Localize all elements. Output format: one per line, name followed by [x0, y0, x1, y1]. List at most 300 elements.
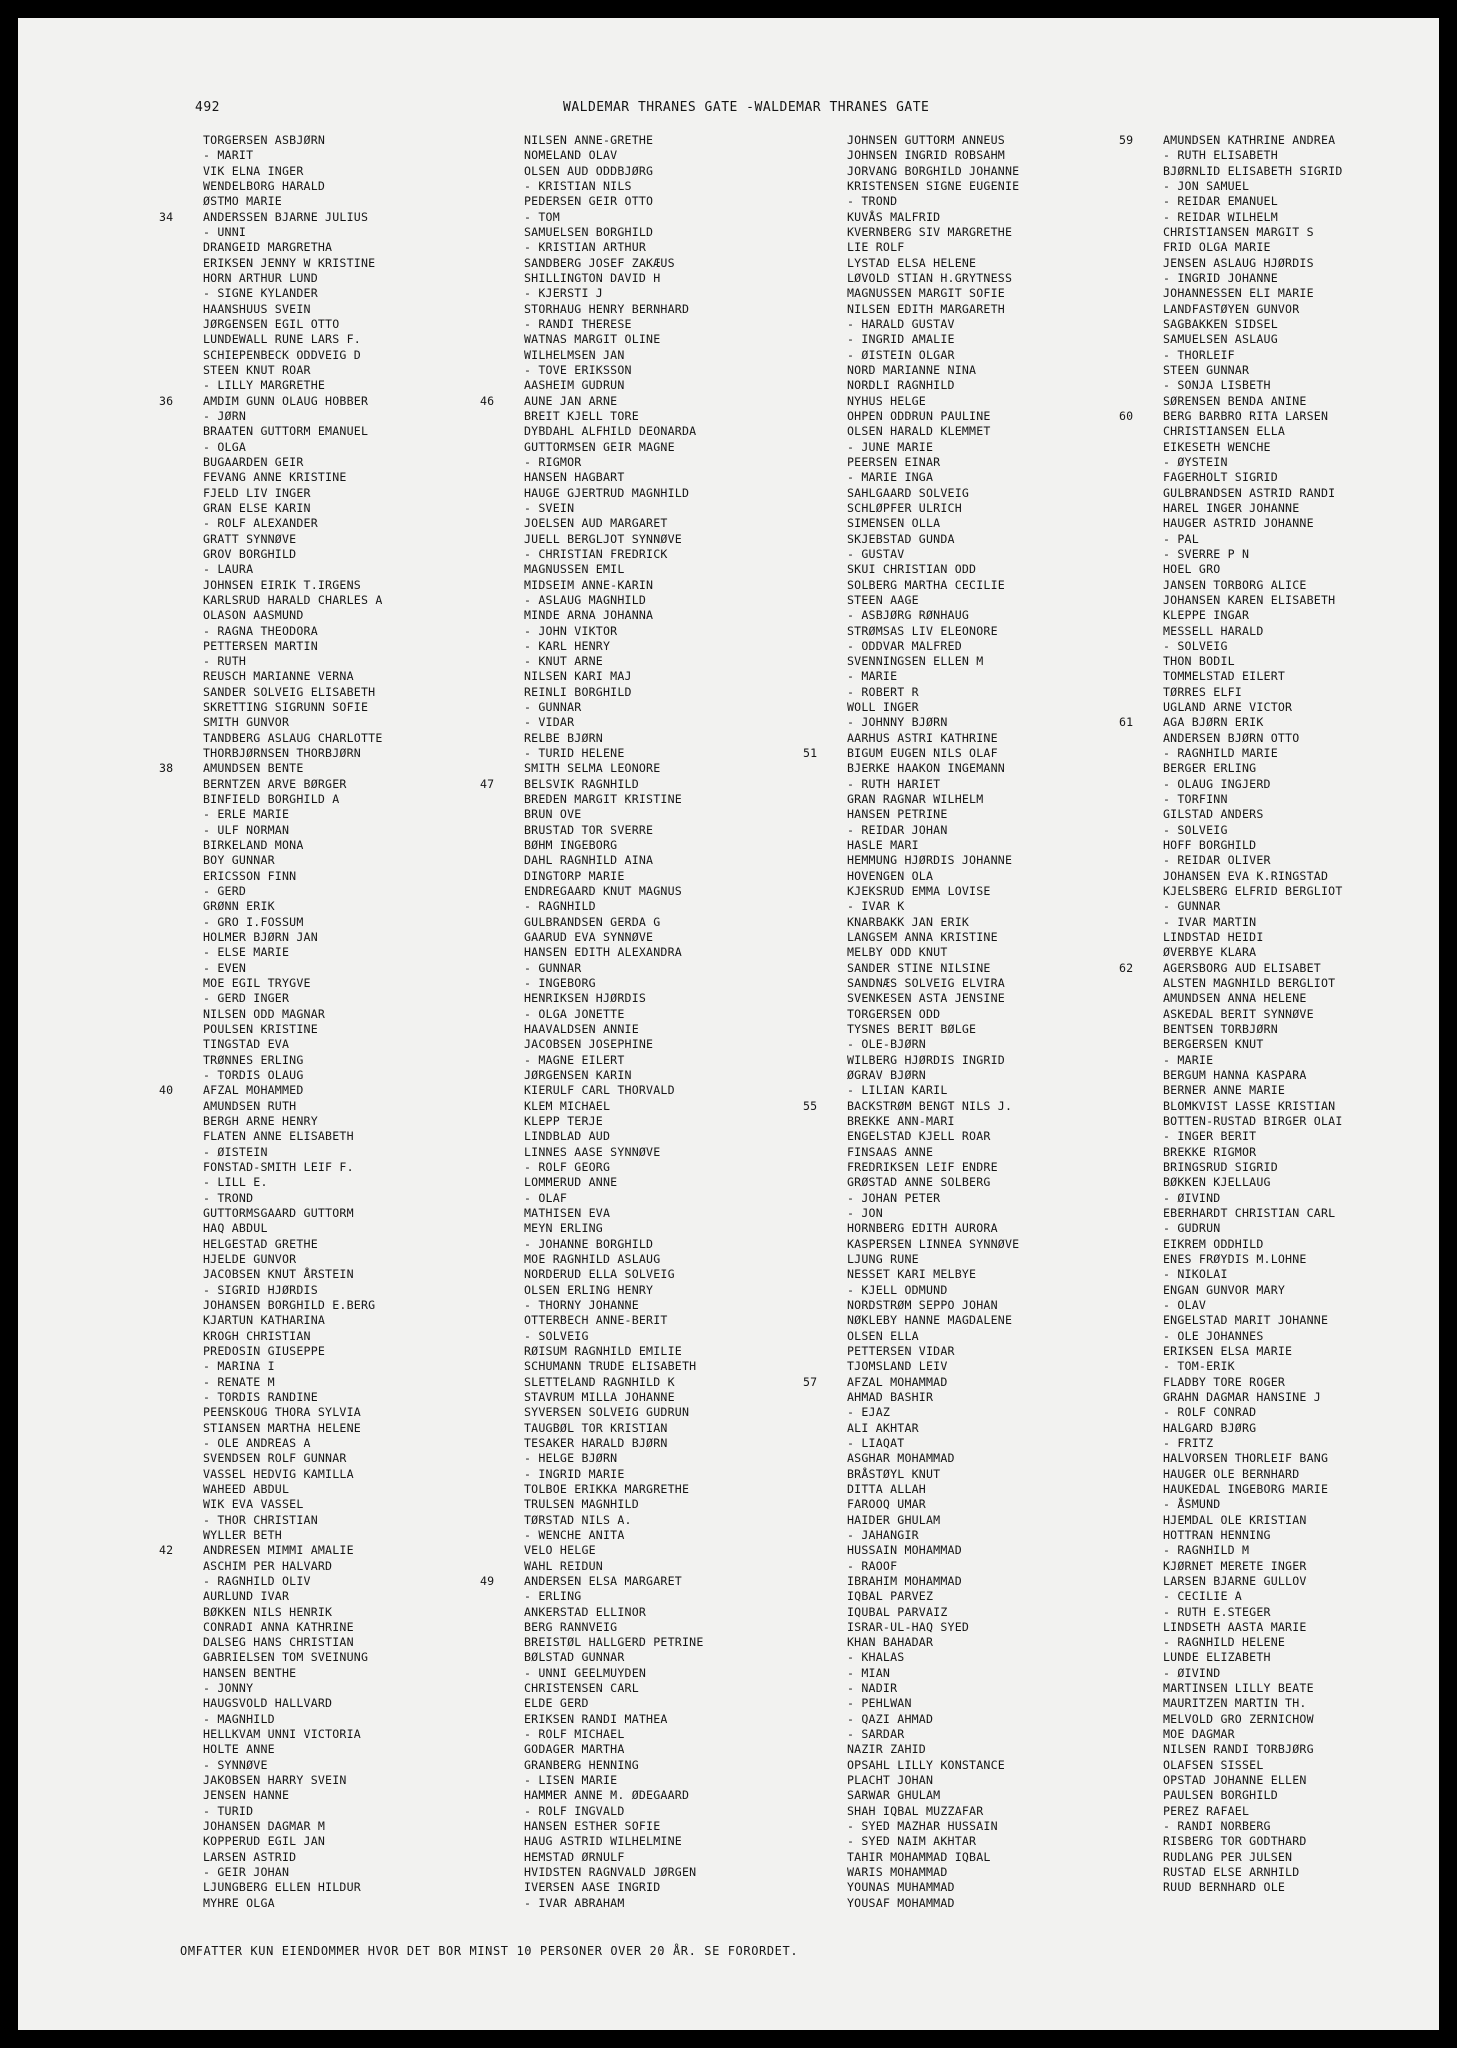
resident-name: - QAZI AHMAD	[847, 1711, 934, 1726]
resident-name: ERIKSEN RANDI MATHEA	[524, 1711, 668, 1726]
resident-entry	[480, 1804, 810, 1819]
resident-entry	[803, 1850, 1133, 1865]
resident-name: FINSAAS ANNE	[847, 1144, 934, 1159]
resident-entry	[480, 317, 810, 332]
resident-entry	[803, 194, 1133, 209]
resident-entry	[1119, 532, 1449, 547]
resident-entry	[480, 516, 810, 531]
resident-name: HAAVALDSEN ANNIE	[524, 1022, 639, 1037]
resident-name: - IVAR K	[847, 899, 905, 914]
resident-entry	[803, 853, 1133, 868]
resident-entry	[480, 1543, 810, 1558]
resident-name: SØRENSEN BENDA ANINE	[1163, 393, 1307, 408]
resident-name: - EVEN	[203, 960, 247, 975]
resident-name: LINDBLAD AUD	[524, 1129, 611, 1144]
resident-entry	[803, 1635, 1133, 1650]
resident-name: - TOVE ERIKSSON	[524, 362, 632, 377]
resident-name: - LILIAN KARIL	[847, 1083, 948, 1098]
resident-name: STEEN AAGE	[847, 592, 919, 607]
resident-entry	[480, 1329, 810, 1344]
resident-entry	[159, 1037, 489, 1052]
resident-entry	[159, 1589, 489, 1604]
house-number: 46	[480, 393, 495, 408]
resident-entry	[1119, 961, 1449, 976]
resident-name: VASSEL HEDVIG KAMILLA	[203, 1466, 354, 1481]
resident-entry	[480, 1037, 810, 1052]
resident-entry	[480, 807, 810, 822]
resident-entry	[803, 532, 1133, 547]
resident-entry	[803, 1819, 1133, 1834]
resident-name: NAZIR ZAHID	[847, 1742, 926, 1757]
resident-entry	[480, 1313, 810, 1328]
resident-entry	[480, 884, 810, 899]
resident-entry	[803, 930, 1133, 945]
resident-name: STIANSEN MARTHA HELENE	[203, 1420, 361, 1435]
resident-entry	[159, 302, 489, 317]
resident-name: NOMELAND OLAV	[524, 148, 618, 163]
resident-name: YOUNAS MUHAMMAD	[847, 1880, 955, 1895]
resident-name: HUSSAIN MOHAMMAD	[847, 1543, 962, 1558]
resident-entry	[803, 1436, 1133, 1451]
resident-name: - MAGNE EILERT	[524, 1052, 625, 1067]
resident-name: DYBDAHL ALFHILD DEONARDA	[524, 424, 697, 439]
resident-name: PEDERSEN GEIR OTTO	[524, 194, 654, 209]
resident-entry	[803, 1666, 1133, 1681]
resident-name: LYSTAD ELSA HELENE	[847, 255, 977, 270]
resident-entry	[159, 179, 489, 194]
resident-name: - SOLVEIG	[1163, 638, 1228, 653]
resident-name: MATHISEN EVA	[524, 1205, 611, 1220]
resident-name: BERGUM HANNA KASPARA	[1163, 1068, 1307, 1083]
resident-entry	[480, 1129, 810, 1144]
resident-name: - MIAN	[847, 1665, 891, 1680]
resident-name: - REIDAR EMANUEL	[1163, 194, 1278, 209]
resident-entry	[803, 1160, 1133, 1175]
resident-name: ERIKSEN ELSA MARIE	[1163, 1343, 1293, 1358]
resident-name: WILBERG HJØRDIS INGRID	[847, 1052, 1005, 1067]
resident-entry	[1119, 148, 1449, 163]
resident-entry	[480, 1022, 810, 1037]
resident-entry	[480, 409, 810, 424]
resident-name: NORDSTRØM SEPPO JOHAN	[847, 1297, 998, 1312]
resident-name: LOMMERUD ANNE	[524, 1175, 618, 1190]
resident-name: - ROLF GEORG	[524, 1159, 611, 1174]
resident-name: GRØNN ERIK	[203, 899, 275, 914]
resident-entry	[480, 1053, 810, 1068]
house-number: 49	[480, 1573, 495, 1588]
resident-name: SANDNÆS SOLVEIG ELVIRA	[847, 976, 1005, 991]
resident-entry	[803, 884, 1133, 899]
resident-name: HALGARD BJØRG	[1163, 1420, 1257, 1435]
resident-name: MYHRE OLGA	[203, 1895, 275, 1910]
resident-entry	[159, 164, 489, 179]
resident-entry	[1119, 1788, 1449, 1803]
resident-entry	[803, 256, 1133, 271]
resident-entry	[803, 394, 1133, 409]
resident-name: KLEPP TERJE	[524, 1114, 603, 1128]
resident-entry	[159, 1298, 489, 1313]
resident-name: LINNES AASE SYNNØVE	[524, 1144, 661, 1159]
resident-name: SCHLØPFER ULRICH	[847, 500, 962, 515]
resident-name: BERNER ANNE MARIE	[1163, 1083, 1286, 1098]
resident-name: BRAATEN GUTTORM EMANUEL	[203, 424, 369, 439]
resident-name: LANGSEM ANNA KRISTINE	[847, 930, 998, 945]
resident-name: NILSEN KARI MAJ	[524, 669, 632, 684]
resident-entry	[159, 363, 489, 378]
resident-entry	[159, 424, 489, 439]
resident-name: TINGSTAD EVA	[203, 1037, 290, 1052]
resident-entry	[803, 179, 1133, 194]
resident-name: STAVRUM MILLA JOHANNE	[524, 1389, 675, 1404]
resident-name: HAUKEDAL INGEBORG MARIE	[1163, 1481, 1329, 1496]
resident-name: JOHNSEN GUTTORM ANNEUS	[847, 133, 1005, 147]
resident-entry	[1119, 792, 1449, 807]
resident-entry	[159, 746, 489, 761]
resident-name: - ROLF INGVALD	[524, 1803, 625, 1818]
resident-entry	[480, 1298, 810, 1313]
resident-entry	[1119, 1022, 1449, 1037]
resident-name: FJELD LIV INGER	[203, 485, 311, 500]
resident-name: - RAGNHILD MARIE	[1163, 746, 1278, 761]
resident-entry	[159, 823, 489, 838]
resident-entry	[159, 256, 489, 271]
resident-name: KNARBAKK JAN ERIK	[847, 914, 970, 929]
resident-name: SYVERSEN SOLVEIG GUDRUN	[524, 1405, 690, 1420]
resident-entry	[1119, 578, 1449, 593]
resident-name: HALVORSEN THORLEIF BANG	[1163, 1451, 1329, 1466]
resident-entry	[1119, 1559, 1449, 1574]
resident-name: MESSELL HARALD	[1163, 623, 1264, 638]
resident-name: TRULSEN MAGNHILD	[524, 1497, 639, 1512]
resident-entry	[1119, 164, 1449, 179]
resident-entry	[159, 1068, 489, 1083]
resident-entry	[1119, 1513, 1449, 1528]
resident-entry	[1119, 1329, 1449, 1344]
resident-entry	[1119, 1467, 1449, 1482]
resident-name: - SYED NAIM AKHTAR	[847, 1834, 977, 1849]
resident-entry	[803, 915, 1133, 930]
resident-entry	[480, 1650, 810, 1665]
resident-entry	[480, 1880, 810, 1895]
resident-entry	[803, 1727, 1133, 1742]
resident-name: - INGRID JOHANNE	[1163, 270, 1278, 285]
resident-entry	[1119, 1850, 1449, 1865]
resident-name: - LIAQAT	[847, 1435, 905, 1450]
resident-name: AURLUND IVAR	[203, 1589, 290, 1604]
resident-entry	[803, 1099, 1133, 1114]
resident-name: - RANDI THERESE	[524, 316, 632, 331]
resident-entry	[803, 838, 1133, 853]
resident-entry	[1119, 1298, 1449, 1313]
resident-name: PAULSEN BORGHILD	[1163, 1788, 1278, 1803]
resident-entry	[803, 501, 1133, 516]
resident-name: THORBJØRNSEN THORBJØRN	[203, 746, 361, 761]
resident-name: GRAN ELSE KARIN	[203, 500, 311, 515]
resident-name: - LILL E.	[203, 1175, 268, 1190]
resident-entry	[1119, 1221, 1449, 1236]
resident-entry	[803, 440, 1133, 455]
resident-entry	[803, 271, 1133, 286]
resident-name: - SVEIN	[524, 500, 575, 515]
resident-name: HAQ ABDUL	[203, 1221, 268, 1236]
resident-name: HAREL INGER JOHANNE	[1163, 500, 1300, 515]
resident-entry	[480, 976, 810, 991]
resident-entry	[159, 1834, 489, 1849]
resident-entry	[480, 930, 810, 945]
resident-entry	[159, 1007, 489, 1022]
resident-name: ENES FRØYDIS M.LOHNE	[1163, 1251, 1307, 1266]
resident-entry	[803, 1237, 1133, 1252]
resident-entry	[1119, 1421, 1449, 1436]
resident-name: JOHANSEN KAREN ELISABETH	[1163, 592, 1336, 607]
resident-entry	[803, 1696, 1133, 1711]
resident-name: ØSTMO MARIE	[203, 194, 282, 209]
resident-entry	[803, 363, 1133, 378]
resident-name: REINLI BORGHILD	[524, 684, 632, 699]
resident-name: BØHM INGEBORG	[524, 838, 618, 853]
resident-entry	[159, 1344, 489, 1359]
resident-name: GUTTORMSGAARD GUTTORM	[203, 1205, 354, 1220]
resident-entry	[803, 1543, 1133, 1558]
resident-entry	[803, 792, 1133, 807]
resident-entry	[159, 899, 489, 914]
resident-entry	[1119, 1712, 1449, 1727]
resident-entry	[803, 1788, 1133, 1803]
resident-name: WILHELMSEN JAN	[524, 347, 625, 362]
resident-entry	[1119, 1681, 1449, 1696]
resident-name: JØRGENSEN EGIL OTTO	[203, 316, 340, 331]
resident-entry	[803, 1037, 1133, 1052]
resident-name: DALSEG HANS CHRISTIAN	[203, 1635, 354, 1650]
resident-entry	[480, 1390, 810, 1405]
resident-entry	[480, 961, 810, 976]
resident-name: IQUBAL PARVAIZ	[847, 1604, 948, 1619]
resident-entry	[803, 470, 1133, 485]
resident-entry	[803, 1742, 1133, 1757]
resident-name: - LAURA	[203, 562, 254, 577]
resident-entry	[1119, 1451, 1449, 1466]
resident-name: HJEMDAL OLE KRISTIAN	[1163, 1512, 1307, 1527]
resident-entry	[1119, 1283, 1449, 1298]
resident-name: KHAN BAHADAR	[847, 1635, 934, 1650]
resident-name: - SIGRID HJØRDIS	[203, 1282, 318, 1297]
resident-entry	[803, 378, 1133, 393]
resident-name: SKRETTING SIGRUNN SOFIE	[203, 700, 369, 715]
resident-name: SVENKESEN ASTA JENSINE	[847, 991, 1005, 1006]
resident-name: - ASLAUG MAGNHILD	[524, 592, 647, 607]
resident-entry	[159, 210, 489, 225]
resident-entry	[159, 1482, 489, 1497]
resident-name: TOLBOE ERIKKA MARGRETHE	[524, 1481, 690, 1496]
resident-entry	[480, 685, 810, 700]
resident-entry	[480, 179, 810, 194]
resident-entry	[1119, 302, 1449, 317]
resident-name: ENGAN GUNVOR MARY	[1163, 1282, 1286, 1297]
resident-name: - JOHNNY BJØRN	[847, 715, 948, 730]
resident-entry	[159, 1313, 489, 1328]
resident-name: BERGER ERLING	[1163, 761, 1257, 776]
resident-name: AMUNDSEN KATHRINE ANDREA	[1163, 133, 1336, 147]
resident-name: - TOM-ERIK	[1163, 1359, 1235, 1374]
resident-entry	[480, 853, 810, 868]
resident-entry	[480, 394, 810, 409]
resident-name: ELDE GERD	[524, 1696, 589, 1711]
resident-entry	[1119, 1145, 1449, 1160]
resident-name: BØKKEN KJELLAUG	[1163, 1175, 1271, 1190]
resident-name: BELSVIK RAGNHILD	[524, 776, 639, 791]
resident-entry	[480, 1865, 810, 1880]
resident-name: TAUGBØL TOR KRISTIAN	[524, 1420, 668, 1435]
resident-entry	[480, 164, 810, 179]
resident-entry	[803, 240, 1133, 255]
resident-name: HOTTRAN HENNING	[1163, 1527, 1271, 1542]
resident-entry	[159, 501, 489, 516]
resident-entry	[1119, 746, 1449, 761]
resident-name: ASKEDAL BERIT SYNNØVE	[1163, 1006, 1314, 1021]
resident-entry	[480, 624, 810, 639]
resident-entry	[159, 1329, 489, 1344]
resident-name: OPSTAD JOHANNE ELLEN	[1163, 1773, 1307, 1788]
resident-entry	[480, 501, 810, 516]
resident-entry	[480, 455, 810, 470]
resident-name: - TURID	[203, 1803, 254, 1818]
house-number: 34	[159, 209, 174, 224]
resident-name: HENRIKSEN HJØRDIS	[524, 991, 647, 1006]
resident-name: RUSTAD ELSE ARNHILD	[1163, 1865, 1300, 1880]
resident-entry	[1119, 194, 1449, 209]
resident-entry	[159, 455, 489, 470]
resident-entry	[480, 1559, 810, 1574]
resident-name: KOPPERUD EGIL JAN	[203, 1834, 326, 1849]
resident-entry	[159, 1421, 489, 1436]
resident-name: SANDER SOLVEIG ELISABETH	[203, 684, 376, 699]
resident-entry	[480, 532, 810, 547]
resident-entry	[803, 1620, 1133, 1635]
resident-entry	[803, 302, 1133, 317]
resident-name: KROGH CHRISTIAN	[203, 1328, 311, 1343]
resident-name: - THOR CHRISTIAN	[203, 1512, 318, 1527]
resident-name: - PEHLWAN	[847, 1696, 912, 1711]
resident-name: LARSEN ASTRID	[203, 1849, 297, 1864]
resident-entry	[480, 424, 810, 439]
resident-name: - JAHANGIR	[847, 1527, 919, 1542]
resident-name: ANDERSSEN BJARNE JULIUS	[203, 209, 369, 224]
resident-name: - MARINA I	[203, 1359, 275, 1374]
resident-name: MAURITZEN MARTIN TH.	[1163, 1696, 1307, 1711]
resident-name: NILSEN EDITH MARGARETH	[847, 301, 1005, 316]
resident-entry	[159, 1896, 489, 1911]
resident-entry	[480, 639, 810, 654]
resident-entry	[1119, 1099, 1449, 1114]
resident-name: FRID OLGA MARIE	[1163, 240, 1271, 255]
resident-entry	[480, 1221, 810, 1236]
resident-name: PEERSEN EINAR	[847, 454, 941, 469]
resident-name: - REIDAR JOHAN	[847, 822, 948, 837]
resident-name: - RUTH E.STEGER	[1163, 1604, 1271, 1619]
resident-entry	[159, 317, 489, 332]
resident-name: TOMMELSTAD EILERT	[1163, 669, 1286, 684]
resident-entry	[803, 486, 1133, 501]
resident-name: - ODDVAR MALFRED	[847, 638, 962, 653]
resident-name: - INGRID MARIE	[524, 1466, 625, 1481]
resident-name: - REIDAR WILHELM	[1163, 209, 1278, 224]
resident-name: - IVAR MARTIN	[1163, 914, 1257, 929]
resident-entry	[159, 1267, 489, 1282]
resident-entry	[1119, 1313, 1449, 1328]
resident-entry	[803, 225, 1133, 240]
resident-entry	[803, 1267, 1133, 1282]
resident-entry	[480, 1160, 810, 1175]
resident-name: - ØISTEIN OLGAR	[847, 347, 955, 362]
resident-entry	[159, 1053, 489, 1068]
resident-name: LUNDEWALL RUNE LARS F.	[203, 332, 361, 347]
resident-name: SOLBERG MARTHA CECILIE	[847, 577, 1005, 592]
resident-entry	[480, 1712, 810, 1727]
resident-name: HOFF BORGHILD	[1163, 838, 1257, 853]
resident-name: - KJELL ODMUND	[847, 1282, 948, 1297]
resident-entry	[1119, 976, 1449, 991]
resident-entry	[803, 286, 1133, 301]
resident-name: CHRISTIANSEN ELLA	[1163, 424, 1286, 439]
resident-name: ØGRAV BJØRN	[847, 1068, 926, 1083]
resident-entry	[803, 608, 1133, 623]
resident-name: MAGNUSSEN EMIL	[524, 562, 625, 577]
footer-note: OMFATTER KUN EIENDOMMER HVOR DET BOR MINST 10 PERSONER OVER 20 ÅR. SE FORORDET.	[180, 1944, 799, 1958]
resident-entry	[159, 1252, 489, 1267]
resident-entry	[803, 1896, 1133, 1911]
resident-name: MELVOLD GRO ZERNICHOW	[1163, 1711, 1314, 1726]
resident-name: - MARIE INGA	[847, 470, 934, 485]
resident-entry	[480, 899, 810, 914]
resident-entry	[159, 378, 489, 393]
resident-name: HELGESTAD GRETHE	[203, 1236, 318, 1251]
resident-name: RELBE BJØRN	[524, 730, 603, 745]
resident-entry	[159, 884, 489, 899]
resident-entry	[1119, 1574, 1449, 1589]
resident-name: BERGH ARNE HENRY	[203, 1114, 318, 1128]
resident-entry	[159, 1390, 489, 1405]
resident-entry	[803, 1467, 1133, 1482]
resident-name: TØRRES ELFI	[1163, 684, 1242, 699]
resident-name: HASLE MARI	[847, 838, 919, 853]
resident-entry	[1119, 210, 1449, 225]
resident-entry	[159, 1467, 489, 1482]
resident-entry	[803, 1344, 1133, 1359]
resident-name: THON BODIL	[1163, 654, 1235, 669]
resident-name: - ULF NORMAN	[203, 822, 290, 837]
resident-entry	[803, 1528, 1133, 1543]
resident-name: - INGEBORG	[524, 976, 596, 991]
resident-entry	[480, 792, 810, 807]
resident-entry	[803, 976, 1133, 991]
resident-entry	[1119, 654, 1449, 669]
resident-name: - MARIE	[1163, 1052, 1214, 1067]
resident-entry	[1119, 838, 1449, 853]
resident-entry	[480, 700, 810, 715]
resident-entry	[803, 547, 1133, 562]
resident-entry	[159, 945, 489, 960]
resident-entry	[159, 532, 489, 547]
resident-name: WENDELBORG HARALD	[203, 178, 326, 193]
resident-name: OLSEN AUD ODDBJØRG	[524, 163, 654, 178]
resident-name: FREDRIKSEN LEIF ENDRE	[847, 1159, 998, 1174]
resident-entry	[1119, 1191, 1449, 1206]
resident-name: FAGERHOLT SIGRID	[1163, 470, 1278, 485]
resident-name: BIGUM EUGEN NILS OLAF	[847, 746, 998, 761]
resident-entry	[159, 807, 489, 822]
resident-name: ISRAR-UL-HAQ SYED	[847, 1619, 970, 1634]
resident-name: - TROND	[203, 1190, 254, 1205]
